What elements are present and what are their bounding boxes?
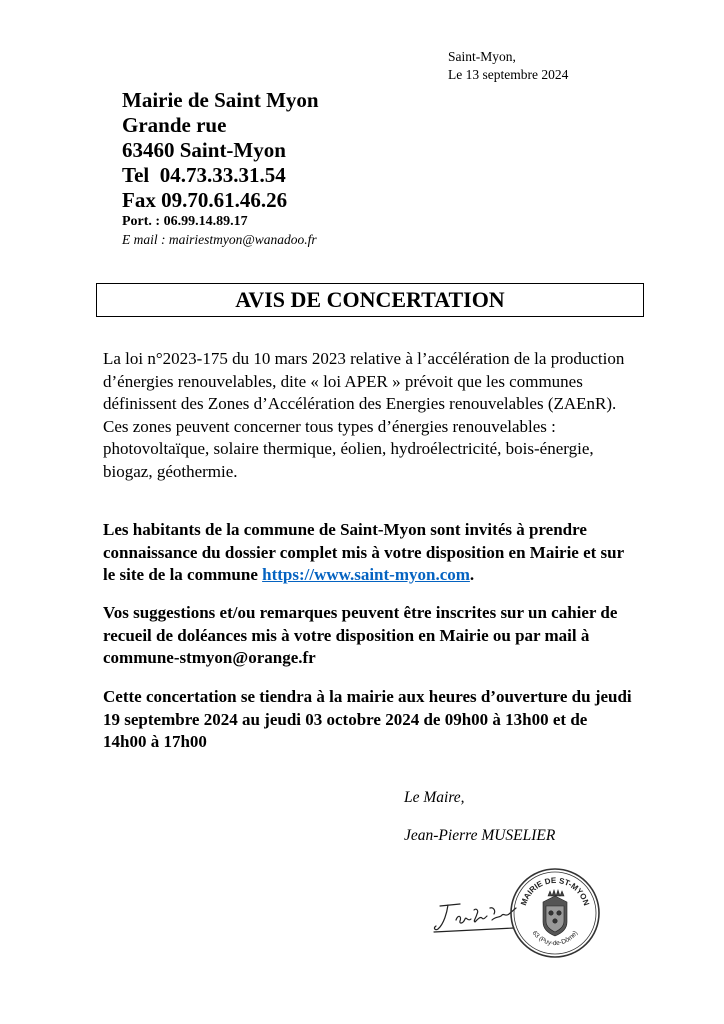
sender-address [122,88,319,249]
signoff-role: Le Maire, [404,789,465,806]
sender-port: Port. : 06.99.14.89.17 [122,214,248,229]
schedule-paragraph [103,686,633,754]
town-hall-seal [508,866,602,960]
schedule-text: Cette concertation se tiendra à la mairie aux heures d’ouverture du jeudi 19 septembre 2024 au jeudi 03 octobre 2024 de 09h00 à 13h00 et de 14h00 à 17h00 [103,687,632,751]
sender-city: 63460 Saint-Myon [122,138,286,162]
place-line: Saint-Myon, [448,49,516,64]
suggestions-paragraph [103,602,633,670]
sender-email: E mail : mairiestmyon@wanadoo.fr [122,232,317,247]
invite-text: Les habitants de la commune de Saint-Myon sont invités à prendre connaissance du dossier complet mis à votre disposition en Mairie et sur le site de la commune [103,520,624,584]
intro-paragraph-1: La loi n°2023-175 du 10 mars 2023 relative à l’accélération de la production d’énergies renouvelables, dite « loi APER » prévoit que les communes définissent des Zones d’Accélération des Energies renouvelables (ZAEnR). [103,349,625,413]
intro-paragraph-2: Ces zones peuvent concerner tous types d’énergies renouvelables : photovoltaïque, solaire thermique, éolien, hydroélectricité, bois-énergie, biogaz, géothermie. [103,416,594,481]
sender-name: Mairie de Saint Myon [122,88,319,112]
date-line: Le 13 septembre 2024 [448,67,569,82]
handwritten-signature [430,898,520,934]
commune-website-link[interactable]: https://www.saint-myon.com [262,565,470,584]
sender-street: Grande rue [122,113,227,137]
seal-bottom-text: 63 (Puy-de-Dôme) [530,929,580,948]
signoff-name: Jean-Pierre MUSELIER [404,827,556,844]
invite-paragraph [103,519,633,587]
sender-fax: Fax 09.70.61.46.26 [122,188,288,212]
seal-top-text: MAIRIE DE ST-MYON [519,875,591,907]
sender-tel: Tel 04.73.33.31.54 [122,163,286,187]
invite-end: . [469,565,475,584]
document-title: AVIS DE CONCERTATION [96,283,644,317]
date-block [448,48,568,84]
intro-section [103,348,633,483]
suggestions-text: Vos suggestions et/ou remarques peuvent être inscrites sur un cahier de recueil de doléances mis à votre disposition en Mairie ou par mail à commune-stmyon@orange.fr [103,603,618,667]
